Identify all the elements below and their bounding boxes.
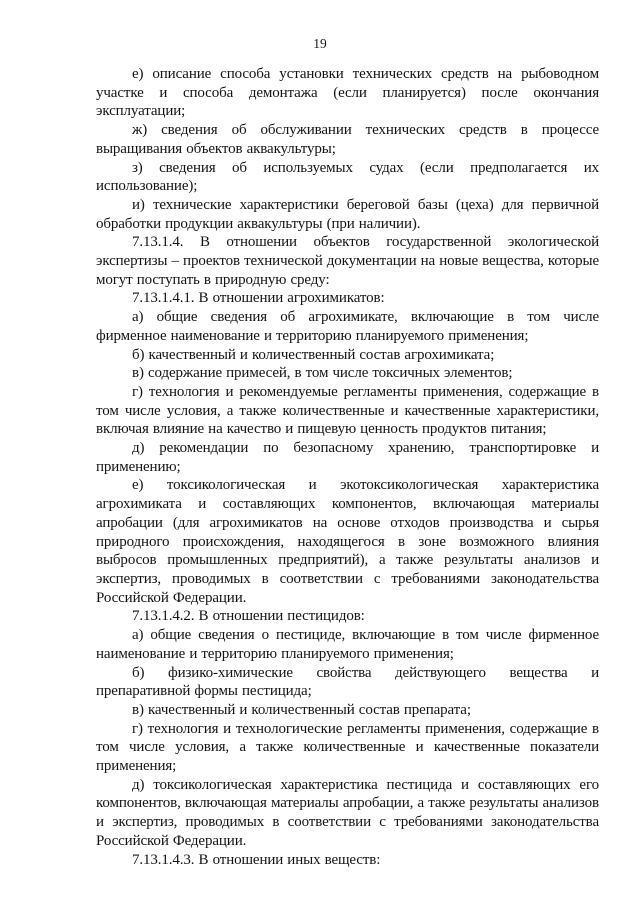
item-z-vessels: з) сведения об используемых судах (если предполагается их использование); [96,159,599,195]
pesticide-item-b: б) физико-химические свойства действующего вещества и препаративной формы пестицида; [96,664,599,700]
item-i-shore-base: и) технические характеристики береговой базы (цеха) для первичной обработки продукции аквакультуры (при наличии). [96,196,599,232]
agrochem-item-e: е) токсикологическая и экотоксикологическая характеристика агрохимиката и составляющих компонентов, включающая материалы апробации (для агрохимикатов на основе отходов производства и сырья природного происхождения, находящегося в зоне возможного влияния выбросов промышленных предприятий), а также результаты анализов и экспертиз, проводимых в соответствии с требованиями законодательства Российской Федерации. [96,477,599,606]
pesticide-item-g: г) технология и технологические регламенты применения, содержащие в том числе условия, а также количественные и качественные показатели применения; [96,720,599,775]
item-zh-maintenance: ж) сведения об обслуживании технических средств в процессе выращивания объектов аквакультуры; [96,122,599,157]
agrochem-item-b: б) качественный и количественный состав агрохимиката; [132,346,495,363]
pesticide-item-v: в) качественный и количественный состав препарата; [132,701,471,718]
page-number: 19 [313,36,327,51]
section-7-13-1-4-2: 7.13.1.4.2. В отношении пестицидов: [132,608,365,625]
section-7-13-1-4-1: 7.13.1.4.1. В отношении агрохимикатов: [132,290,385,307]
section-7-13-1-4-3: 7.13.1.4.3. В отношении иных веществ: [132,851,381,868]
agrochem-item-d: д) рекомендации по безопасному хранению, транспортировке и применению; [96,440,599,475]
document-body [96,65,599,869]
section-7-13-1-4: 7.13.1.4. В отношении объектов государственной экологической экспертизы – проектов технической документации на новые вещества, которые могут поступать в природную среду: [96,234,599,288]
agrochem-item-g: г) технология и рекомендуемые регламенты применения, содержащие в том числе условия, а также количественные и качественные характеристики, включая влияние на качество и пищевую ценность продуктов питания; [96,383,599,438]
item-e-installation-method: е) описание способа установки технических средств на рыбоводном участке и способа демонтажа (если планируется) после окончания эксплуатации; [96,66,599,120]
pesticide-item-a: а) общие сведения о пестициде, включающие в том числе фирменное наименование и территорию планируемого применения; [96,627,599,662]
agrochem-item-a: а) общие сведения об агрохимикате, включающие в том числе фирменное наименование и территорию планируемого применения; [96,309,599,344]
pesticide-item-d: д) токсикологическая характеристика пестицида и составляющих его компонентов, включающая материалы апробации, а также результаты анализов и экспертиз, проводимых в соответствии с требованиями законодательства Российской Федерации. [96,776,599,849]
agrochem-item-v: в) содержание примесей, в том числе токсичных элементов; [132,365,513,382]
